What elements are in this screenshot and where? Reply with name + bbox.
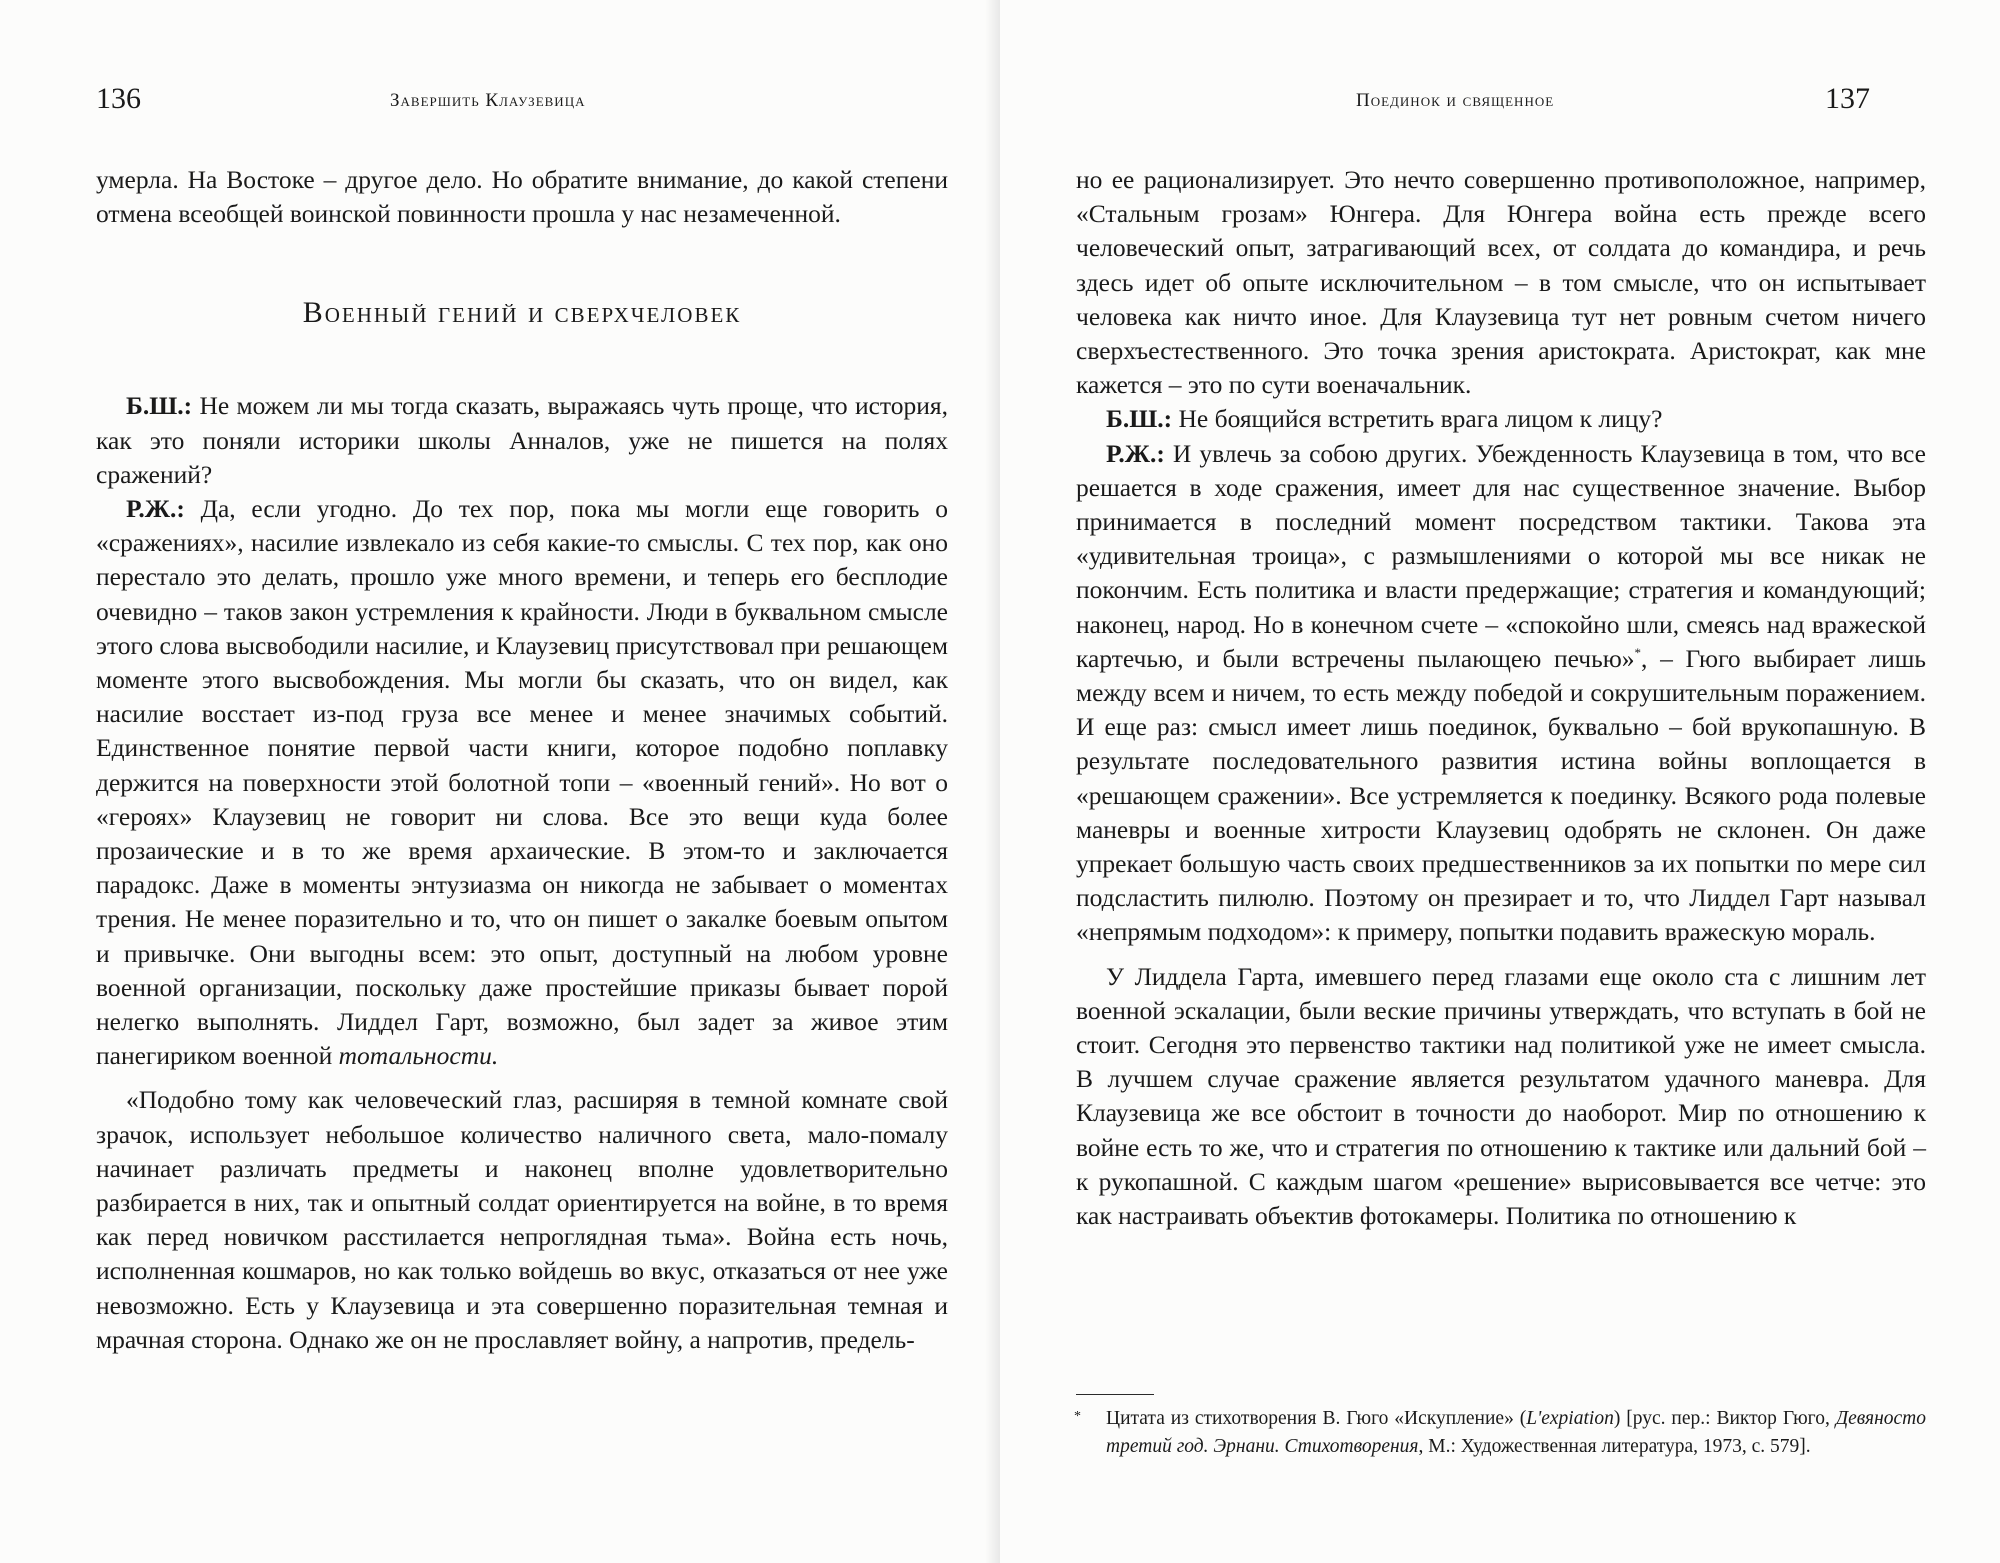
left-text-column bbox=[96, 163, 948, 1357]
footnote-marker: * bbox=[1074, 1409, 1081, 1424]
speaker-label: Б.Ш.: bbox=[1106, 404, 1173, 434]
dialog-paragraph bbox=[1076, 402, 1926, 436]
footnote-text-part: ) [рус. пер.: Виктор Гюго, bbox=[1613, 1408, 1836, 1429]
dialog-text: , – Гюго выбирает лишь между всем и ничем, то есть между победой и сокрушительным поражением. И еще раз: смысл имеет лишь поединок, буквально – бой врукопашную. В результате последовательного развития истина войны воплощается в «решающем сражении». Все устремляется к поединку. Всякого рода полевые маневры и военные хитрости Клаузевиц одобрять не склонен. Он даже упрекает большую часть своих предшественников за их попытки по мере сил подсластить пилюлю. Поэтому он презирает и то, что Лиддел Гарт называл «непрямым подходом»: к примеру, попытки подавить вражескую мораль. bbox=[1076, 643, 1926, 947]
paragraph-spacer bbox=[96, 1073, 948, 1083]
footnote-reference[interactable]: * bbox=[1634, 644, 1642, 660]
speaker-label: Р.Ж.: bbox=[126, 494, 185, 524]
dialog-text: И увлечь за собою других. Убежденность Клаузевица в том, что все решается в ходе сражения, имеет для нас существенное значение. Выбор принимается в последний момент посредством тактики. Такова эта «удивительная троица», с размышлениями о которой мы все никак не покончим. Есть политика и власти предержащие; стратегия и командующий; наконец, народ. Но в конечном счете – «спокойно шли, смеясь над вражеской картечью, и были встречены пылающею печью» bbox=[1076, 438, 1926, 673]
speaker-label: Р.Ж.: bbox=[1106, 438, 1165, 468]
intro-paragraph: умерла. На Востоке – другое дело. Но обратите внимание, до какой степени отмена всеобщей воинской повинности прошла у нас незамеченной. bbox=[96, 165, 948, 229]
page-number: 136 bbox=[96, 82, 141, 115]
footnote-text-part: , М.: Художественная литература, 1973, с. 579]. bbox=[1418, 1436, 1811, 1457]
footnote-italic-title: Девяносто третий год. Эрнани. Стихотворения bbox=[1106, 1408, 1926, 1457]
footnote bbox=[1076, 1405, 1926, 1461]
footnote-separator bbox=[1076, 1394, 1154, 1395]
right-page bbox=[1000, 0, 2000, 1563]
dialog-paragraph bbox=[1076, 437, 1926, 950]
continuation-paragraph: но ее рационализирует. Это нечто совершенно противоположное, например, «Стальным грозам» Юнгера. Для Юнгера война есть прежде всего человеческий опыт, затрагивающий всех, от солдата до командира, и речь здесь идет об опыте исключительном – в том смысле, что он испытывает человека как ничто иное. Для Клаузевица тут нет ровным счетом ничего сверхъестественного. Это точка зрения аристократа. Аристократ, как мне кажется – это по сути военачальник. bbox=[1076, 165, 1926, 400]
dialog-paragraph bbox=[96, 492, 948, 1073]
paragraph-spacer bbox=[1076, 950, 1926, 960]
section-heading: Военный гений и сверхчеловек bbox=[302, 296, 742, 330]
running-head: Завершить Клаузевица bbox=[390, 90, 586, 111]
right-text-column bbox=[1076, 163, 1926, 1233]
footnote-text-part: Цитата из стихотворения В. Гюго «Искупление» ( bbox=[1106, 1408, 1527, 1429]
dialog-paragraph bbox=[96, 389, 948, 492]
final-paragraph: У Лиддела Гарта, имевшего перед глазами еще около ста с лишним лет военной эскалации, были веские причины утверждать, что вступать в бой не стоит. Сегодня это первенство тактики над политикой уже не имеет смысла. В лучшем случае сражение является результатом удачного маневра. Для Клаузевица же все обстоит в точности до наоборот. Мир по отношению к войне есть то же, что и стратегия по отношению к тактике или дальний бой – к рукопашной. С каждым шагом «решение» вырисовывается все четче: это как настраивать объектив фотокамеры. Политика по отношению к bbox=[1076, 961, 1926, 1231]
quote-paragraph: «Подобно тому как человеческий глаз, расширяя в темной комнате свой зрачок, использует небольшое количество наличного света, мало-помалу начинает различать предметы и наконец вполне удовлетворительно разбирается в них, так и опытный солдат ориентируется на войне, в то время как перед новичком расстилается непроглядная тьма». Война есть ночь, исполненная кошмаров, но как только войдешь во вкус, отказаться от нее уже невозможно. Есть у Клаузевица и эта совершенно поразительная темная и мрачная сторона. Однако же он не прославляет войну, а напротив, предель- bbox=[96, 1085, 948, 1354]
dialog-text: Да, если угодно. До тех пор, пока мы могли еще говорить о «сражениях», насилие извлекало из себя какие-то смыслы. С тех пор, как оно перестало это делать, прошло уже много времени, и теперь его бесплодие очевидно – таков закон устремления к крайности. Люди в буквальном смысле этого слова высвободили насилие, и Клаузевиц присутствовал при решающем моменте этого высвобождения. Мы могли бы сказать, что он видел, как насилие восстает из-под груза все менее и менее значимых событий. Единственное понятие первой части книги, которое подобно поплавку держится на поверхности этой болотной топи – «военный гений». Но вот о «героях» Клаузевиц не говорит ни слова. Все это вещи куда более прозаические и в то же время архаические. В этом-то и заключается парадокс. Даже в моменты энтузиазма он никогда не забывает о моментах трения. Не менее поразительно и то, что он пишет о закалке боевым опытом и привычке. Они выгодны всем: это опыт, доступный на любом уровне военной организации, поскольку даже простейшие приказы бывает порой нелегко выполнять. Лиддел Гарт, возможно, был задет за живое этим панегириком военной bbox=[96, 494, 948, 1071]
dialog-text: Не боящийся встретить врага лицом к лицу? bbox=[1172, 404, 1663, 434]
footnote-italic-title: L'expiation bbox=[1526, 1408, 1614, 1429]
page-number: 137 bbox=[1825, 82, 1870, 115]
italic-word: тотальности. bbox=[338, 1041, 499, 1071]
dialog-text: Не можем ли мы тогда сказать, выражаясь чуть проще, что история, как это поняли историки школы Анналов, уже не пишется на полях сражений? bbox=[96, 391, 948, 489]
footnote-text bbox=[1106, 1405, 1926, 1461]
speaker-label: Б.Ш.: bbox=[126, 391, 193, 421]
running-head: Поединок и священное bbox=[1356, 90, 1555, 111]
